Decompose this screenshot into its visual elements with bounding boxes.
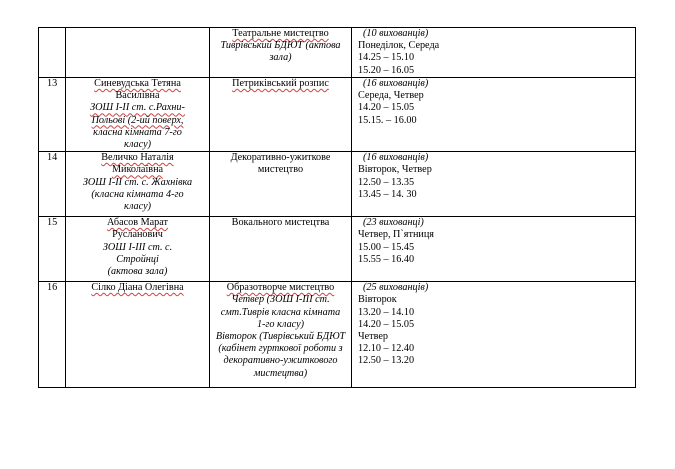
schedule-line: 14.20 – 15.05 xyxy=(358,102,415,114)
schedule-line: Четвер xyxy=(358,331,388,343)
activity-line: Театральне мистецтво xyxy=(232,28,329,39)
schedule-table xyxy=(38,27,636,388)
activity_place-line: Четвер (ЗОШ І-ІІІ ст. xyxy=(231,294,330,306)
row-number xyxy=(39,28,66,78)
row-number: 15 xyxy=(39,217,66,282)
pupil-count: (25 вихованців) xyxy=(363,282,429,294)
activity-line: Декоративно-ужиткове xyxy=(230,152,331,164)
activity_place-line: зала) xyxy=(269,52,292,64)
activity-cell xyxy=(210,152,352,217)
schedule-line: 12.50 – 13.20 xyxy=(358,355,415,367)
schedule-line: 14.20 – 15.05 xyxy=(358,318,415,330)
place-line: класна кімната 7-го xyxy=(93,126,182,138)
activity_place-line: декоративно-ужиткового xyxy=(223,355,338,367)
schedule-line: Вівторок, Четвер xyxy=(358,164,432,176)
place-line: (класна кімната 4-го xyxy=(91,188,184,200)
pupil-count: (16 вихованців) xyxy=(363,152,429,164)
activity_place-line: смт.Тиврів класна кімната xyxy=(220,306,341,318)
teacher-cell xyxy=(66,282,210,388)
place-line: (актова зала) xyxy=(107,266,168,278)
schedule-line: 15.55 – 16.40 xyxy=(358,253,415,265)
place-line: ЗОШ І-ІІ ст. с. Жахнівка xyxy=(82,176,193,188)
schedule-line: Вівторок xyxy=(358,294,397,306)
name-line: Миколаївна xyxy=(111,164,164,176)
name-line: Величко Наталія xyxy=(101,152,174,164)
teacher-cell xyxy=(66,78,210,152)
activity-line: Образотворче мистецтво xyxy=(226,282,335,294)
schedule-cell xyxy=(352,282,636,388)
schedule-line: 15.15. – 16.00 xyxy=(358,114,417,126)
teacher-cell xyxy=(66,217,210,282)
activity_place-line: мистецтва) xyxy=(253,367,308,379)
name-line: Синевудська Тетяна xyxy=(94,78,181,89)
schedule-line: 14.25 – 15.10 xyxy=(358,52,415,64)
table-row xyxy=(39,217,636,282)
schedule-line: Понеділок, Середа xyxy=(358,40,440,52)
schedule-line: 12.50 – 13.35 xyxy=(358,176,415,188)
name-line: Русланович xyxy=(112,229,163,241)
schedule-cell xyxy=(352,28,636,78)
place-line: класу) xyxy=(124,201,151,213)
pupil-count: (10 вихованців) xyxy=(363,28,429,39)
place-line: класу) xyxy=(124,139,151,151)
activity-cell xyxy=(210,217,352,282)
row-number: 14 xyxy=(39,152,66,217)
name-line: Абасов Марат xyxy=(107,217,168,229)
activity-line: мистецтво xyxy=(257,164,304,176)
schedule-line: 13.45 – 14. 30 xyxy=(358,188,417,200)
schedule-cell xyxy=(352,152,636,217)
table-row xyxy=(39,28,636,78)
place-line: ЗОШ І-ІІІ ст. с. xyxy=(102,241,173,253)
activity-cell xyxy=(210,78,352,152)
name-line: Сілко Діана Олегівна xyxy=(91,282,184,294)
activity_place-line: Вівторок (Тиврівський БДЮТ xyxy=(215,331,346,343)
activity-cell xyxy=(210,28,352,78)
activity_place-line: Тиврівський БДЮТ (актова xyxy=(220,40,341,52)
table-row xyxy=(39,282,636,388)
activity-cell xyxy=(210,282,352,388)
activity-line: Вокального мистецтва xyxy=(231,217,330,229)
row-number: 13 xyxy=(39,78,66,152)
name-line: Василівна xyxy=(115,90,160,102)
table-row xyxy=(39,78,636,152)
pupil-count: (23 вихованці) xyxy=(363,217,424,229)
row-number: 16 xyxy=(39,282,66,388)
teacher-cell xyxy=(66,28,210,78)
schedule-line: 13.20 – 14.10 xyxy=(358,306,415,318)
schedule-line: Четвер, П`ятниця xyxy=(358,229,434,241)
schedule-line: 12.10 – 12.40 xyxy=(358,343,415,355)
schedule-line: 15.20 – 16.05 xyxy=(358,64,415,76)
activity_place-line: 1-го класу) xyxy=(256,318,305,330)
table-row xyxy=(39,152,636,217)
activity_place-line: (кабінет гурткової роботи з xyxy=(218,343,343,355)
place-line: ЗОШ І-ІІ ст. с.Рахни- xyxy=(90,102,185,114)
place-line: Польові (2-ий поверх, xyxy=(91,114,184,126)
teacher-cell xyxy=(66,152,210,217)
activity-line: Петриківський розпис xyxy=(232,78,329,89)
place-line: Стройнці xyxy=(116,253,159,265)
schedule-cell xyxy=(352,217,636,282)
schedule-line: Середа, Четвер xyxy=(358,90,424,102)
pupil-count: (16 вихованців) xyxy=(363,78,429,89)
schedule-cell xyxy=(352,78,636,152)
schedule-line: 15.00 – 15.45 xyxy=(358,241,415,253)
